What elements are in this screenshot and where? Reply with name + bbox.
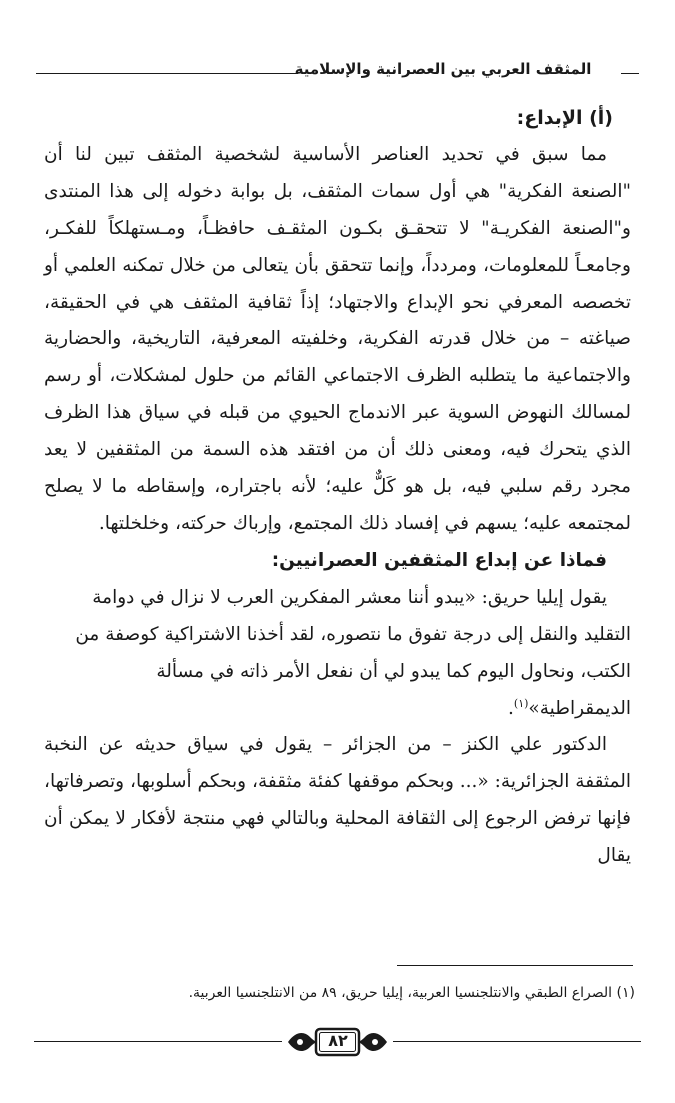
footer-rule-left: [34, 1041, 282, 1042]
paragraph-quote-haraik: [44, 580, 631, 728]
running-header: [36, 58, 639, 86]
paragraph-alkanz: الدكتور علي الكنز – من الجزائر – يقول في سياق حديثه عن النخبة المثقفة الجزائرية: «... وبحكم موقفها كفئة مثقفة، وبحكم أسلوبها، وتصرفاتها، فإنها ترفض الرجوع إلى الثقافة المحلية وبالتالي فهي منتجة لأفكار لا يمكن أن يقال: [44, 734, 631, 867]
footnote-separator: [397, 965, 633, 966]
quote-haraik-period: .: [508, 697, 514, 719]
paragraph-creativity: مما سبق في تحديد العناصر الأساسية لشخصية المثقف تبين لنا أن "الصنعة الفكرية" هي أول سمات المثقف، بل بوابة دخوله إلى هذا المنتدى و"الصنعة الفكريـة" لا تتحقـق بكـون المثقـف حافظـاً، ومـستهلكاً للفكـر، وجامعـاً للمعلومات، ومردداً، وإنما تتحقق بأن يتعالى من خلال تمكنه العلمي أو تخصصه المعرفي نحو الإبداع والاجتهاد؛ إذاً ثقافية المثقف هي في الحقيقة، صياغته – من خلال قدرته الفكرية، وخلفيته المعرفية، التاريخية، والحضارية والاجتماعية ما يتطلبه الظرف الاجتماعي القائم من حلول لمشكلات، أو رسم لمسالك النهوض السوية عبر الاندماج الحيوي من قبله في سياق هذا الظرف الذي يتحرك فيه، ومعنى ذلك أن من افتقد هذه السمة من المثقفين لا يعد مجرد رقم سلبي فيه، بل هو كَلٌّ عليه؛ لأنه باجتراره، وإسقاطه ما لا يصلح لمجتمعه عليه؛ يسهم في إفساد ذلك المجتمع، وإرباك حركته، وخلخلتها.: [44, 143, 631, 534]
footnote: (١) الصراع الطبقي والانتلجنسيا العربية، إيليا حريق، ٨٩ من الانتلجنسيا العربية.: [188, 985, 635, 1001]
quote-haraik-text: يقول إيليا حريق: «يبدو أننا معشر المفكرين العرب لا نزال في دوامة التقليد والنقل إلى درجة تفوق ما نتصوره، لقد أخذنا الاشتراكية كوصفة من الكتب، ونحاول اليوم كما يبدو لي أن نفعل الأمر ذاته في مسألة الديمقراطية»: [75, 586, 631, 719]
section-heading: (أ) الإبداع:: [516, 107, 613, 129]
running-header-title: المثقف العربي بين العصرانية والإسلامية: [294, 60, 592, 78]
page-number: ٨٢: [328, 1031, 348, 1050]
page-footer: [34, 1027, 641, 1057]
header-rule-left: [36, 73, 298, 74]
header-rule-right: [621, 73, 639, 74]
body-text: [44, 100, 631, 875]
footnote-reference: (١): [513, 696, 529, 710]
footer-rule-right: [393, 1041, 641, 1042]
section-subheading: فماذا عن إبداع المثقفين العصرانيين:: [271, 549, 607, 571]
